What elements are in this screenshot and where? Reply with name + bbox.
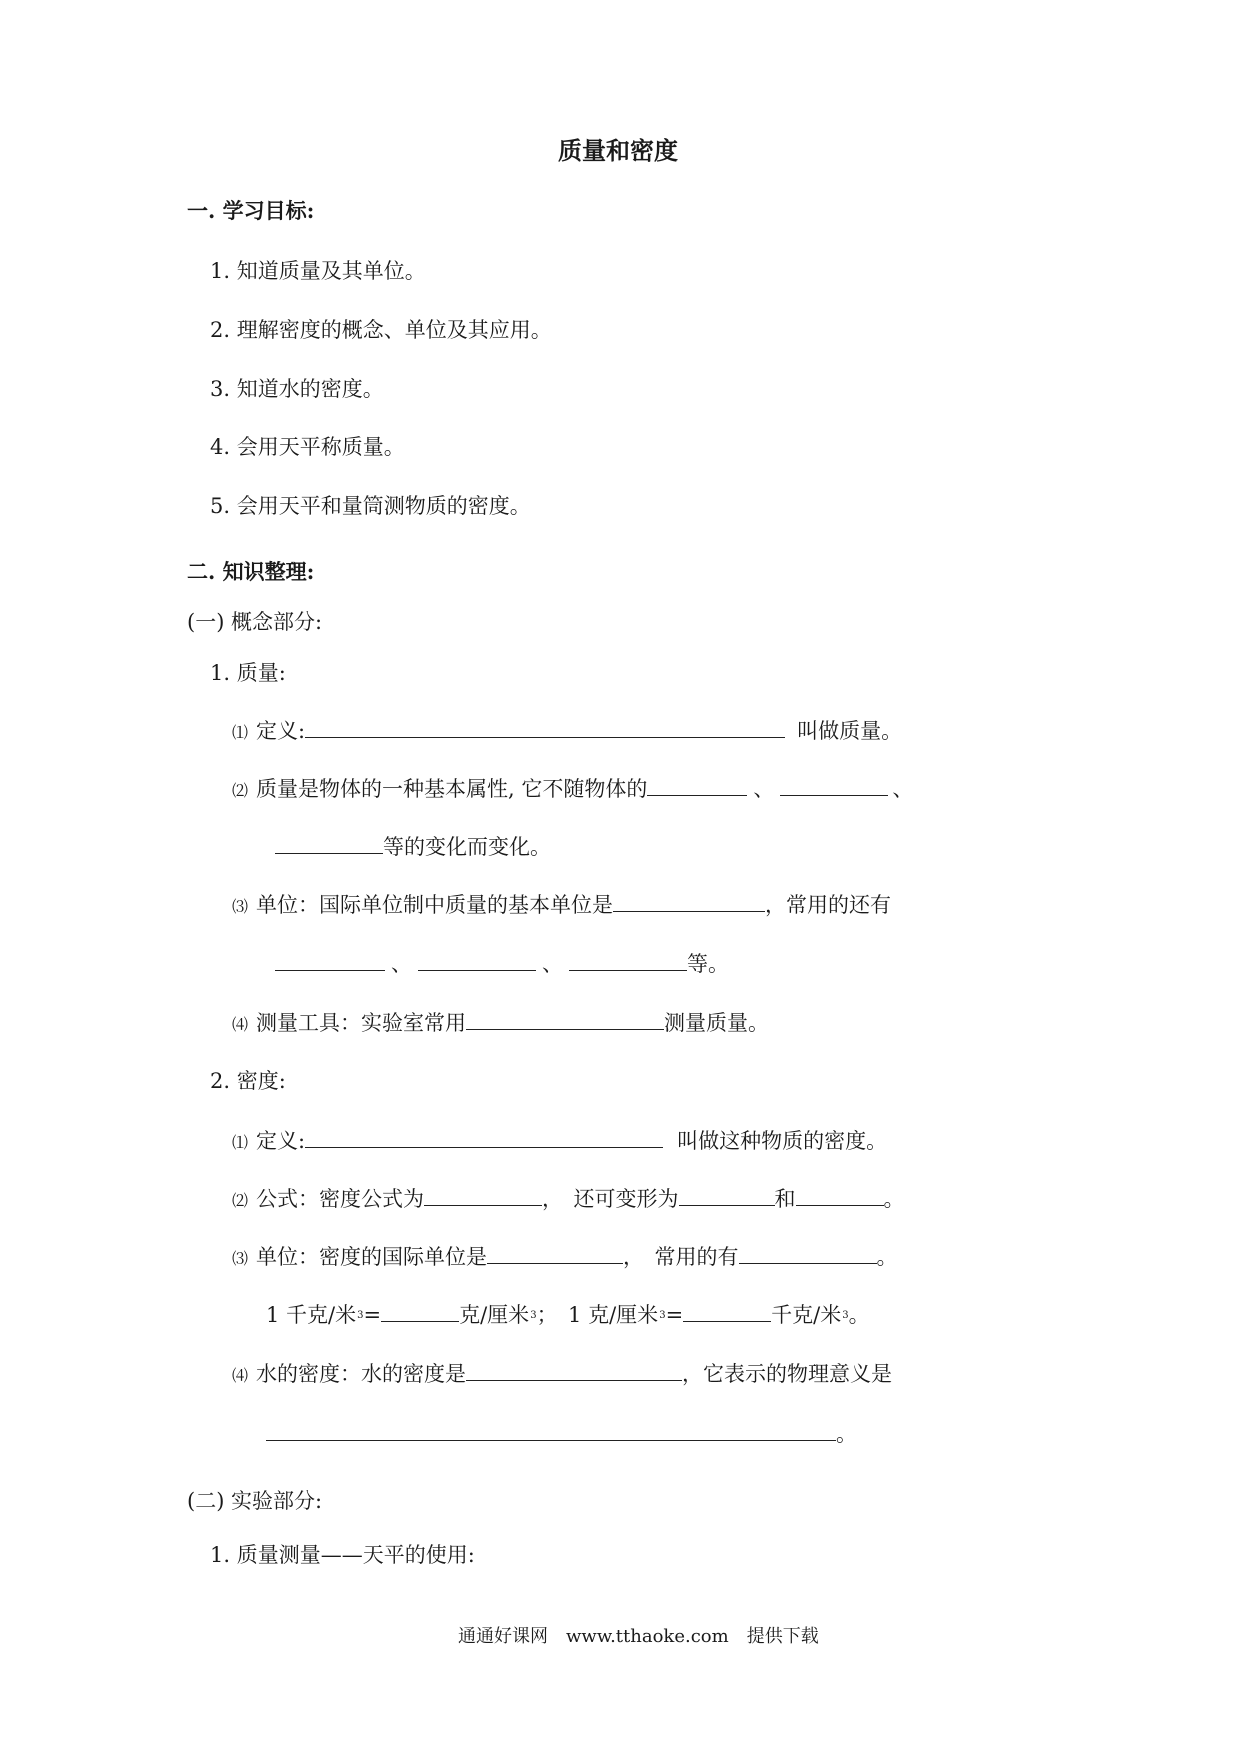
fill-blank[interactable] [275, 948, 385, 971]
list-item: 1. 知道质量及其单位。 [210, 259, 426, 283]
item-number: ⑵ [232, 781, 249, 800]
density-heading: 2. 密度: [210, 1069, 286, 1093]
text: 叫做这种物质的密度。 [677, 1129, 888, 1153]
item-number: ⑵ [232, 1191, 249, 1210]
section-2-heading: 二. 知识整理: [187, 559, 315, 584]
text: ，它表示的物理意义是 [682, 1362, 893, 1386]
fill-blank[interactable] [679, 1183, 775, 1206]
text: 单位：国际单位制中质量的基本单位是 [256, 893, 614, 917]
text: ，常用的还有 [765, 893, 892, 917]
fill-blank[interactable] [418, 948, 536, 971]
fill-blank[interactable] [683, 1299, 771, 1322]
item-number: ⑷ [232, 1015, 249, 1034]
part-1-heading: (一) 概念部分: [187, 610, 323, 634]
mass-unit-line-cont [275, 948, 729, 979]
text: = [665, 1303, 684, 1327]
text: 1 千克/米 [266, 1303, 357, 1327]
text: 、 [391, 952, 412, 976]
item-number: ⑴ [232, 1133, 249, 1152]
section-1-heading: 一. 学习目标: [187, 198, 315, 223]
list-item: 3. 知道水的密度。 [210, 377, 384, 401]
density-unit-line [232, 1241, 898, 1274]
fill-blank[interactable] [487, 1241, 623, 1264]
water-density-line [232, 1358, 892, 1391]
fill-blank[interactable] [381, 1299, 459, 1322]
text: 测量质量。 [664, 1011, 770, 1035]
fill-blank[interactable] [466, 1358, 682, 1381]
fill-blank[interactable] [647, 773, 747, 796]
density-definition-line [232, 1125, 887, 1158]
water-density-line-cont [266, 1418, 857, 1449]
text: = [363, 1303, 382, 1327]
text: ， 还可变形为 [542, 1187, 679, 1211]
text: 。 [848, 1303, 870, 1327]
text: 克/厘米 [459, 1303, 530, 1327]
fill-blank[interactable] [466, 1007, 664, 1030]
superscript: 3 [530, 1310, 537, 1321]
superscript: 3 [659, 1310, 666, 1321]
text: 测量工具：实验室常用 [256, 1011, 467, 1035]
mass-unit-line [232, 889, 891, 922]
fill-blank[interactable] [305, 715, 785, 738]
item-number: ⑶ [232, 897, 249, 916]
text: 、 [753, 777, 775, 801]
superscript: 3 [842, 1310, 849, 1321]
text: 。 [883, 1187, 905, 1211]
mass-property-line [232, 773, 913, 806]
item-number: ⑶ [232, 1249, 249, 1268]
text: 和 [774, 1187, 796, 1211]
fill-blank[interactable] [796, 1183, 884, 1206]
text: 等。 [687, 952, 729, 976]
fill-blank[interactable] [305, 1125, 663, 1148]
fill-blank[interactable] [613, 889, 765, 912]
fill-blank[interactable] [739, 1241, 877, 1264]
item-number: ⑷ [232, 1366, 249, 1385]
list-item: 2. 理解密度的概念、单位及其应用。 [210, 318, 552, 342]
text: 。 [876, 1245, 898, 1269]
page-title: 质量和密度 [558, 136, 678, 165]
page-footer: 通通好课网 www.tthaoke.com 提供下载 [458, 1626, 819, 1647]
density-formula-line [232, 1183, 905, 1216]
text: 定义: [256, 1129, 306, 1153]
fill-blank[interactable] [780, 773, 888, 796]
fill-blank[interactable] [275, 831, 383, 854]
list-item: 5. 会用天平和量筒测物质的密度。 [210, 494, 531, 518]
text: 等的变化而变化。 [383, 835, 551, 859]
text: 、 [542, 952, 563, 976]
fill-blank[interactable] [569, 948, 687, 971]
text: 叫做质量。 [797, 719, 903, 743]
text: 。 [836, 1422, 857, 1446]
text: 定义: [256, 719, 306, 743]
text: ， 常用的有 [623, 1245, 739, 1269]
mass-heading: 1. 质量: [210, 661, 286, 685]
part-2-heading: (二) 实验部分: [187, 1489, 323, 1513]
mass-property-line-cont [275, 831, 551, 862]
fill-blank[interactable] [424, 1183, 542, 1206]
superscript: 3 [357, 1310, 364, 1321]
item-number: ⑴ [232, 723, 249, 742]
density-conversion-line [266, 1299, 870, 1335]
text: 、 [892, 777, 914, 801]
mass-definition-line [232, 715, 902, 748]
text: 公式：密度公式为 [256, 1187, 425, 1211]
text: 千克/米 [771, 1303, 842, 1327]
text: 单位：密度的国际单位是 [256, 1245, 488, 1269]
text: 水的密度：水的密度是 [256, 1362, 467, 1386]
list-item: 4. 会用天平称质量。 [210, 435, 405, 459]
text: ； 1 克/厘米 [536, 1303, 659, 1327]
fill-blank[interactable] [266, 1418, 836, 1441]
experiment-1-heading: 1. 质量测量——天平的使用: [210, 1543, 475, 1567]
mass-tool-line [232, 1007, 769, 1040]
text: 质量是物体的一种基本属性, 它不随物体的 [256, 777, 648, 801]
